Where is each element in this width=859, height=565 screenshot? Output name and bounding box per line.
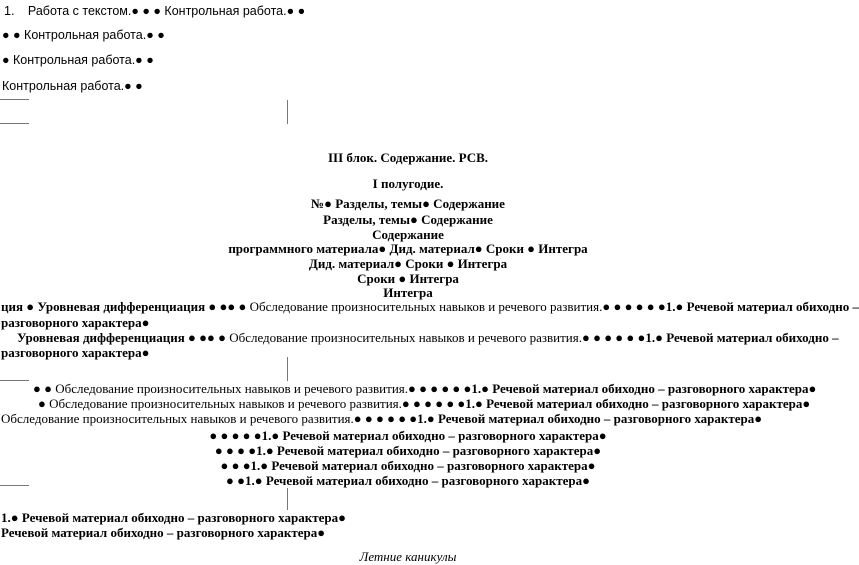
table-header-line-1: №● Разделы, темы● Содержание — [311, 196, 505, 211]
separator-line — [0, 380, 29, 381]
content-row: ● ● ● ● ●1.● Речевой материал обиходно – разговорного характера● — [209, 428, 607, 443]
content-row: Обследование произносительных навыков и речевого развития.● ● ● ● ● ●1.● Речевой материал обиходно – разговорного характера● — [1, 411, 763, 426]
content-row: разговорного характера● — [1, 345, 150, 360]
content-row: ● ●1.● Речевой материал обиходно – разговорного характера● — [226, 473, 590, 488]
table-header-line-2: Разделы, темы● Содержание — [323, 212, 493, 227]
table-header-line-3: Содержание — [372, 227, 444, 242]
separator-line — [0, 485, 29, 486]
content-row: ция ● Уровневая дифференциация ● ●● ● Обследование произносительных навыков и речевого развития.● ● ● ● ● ●1.● Речевой материал обиходно – — [1, 299, 859, 314]
content-row: Речевой материал обиходно – разговорного характера● — [1, 525, 326, 540]
content-row: ● ● ● ●1.● Речевой материал обиходно – разговорного характера● — [214, 443, 602, 458]
content-row: ● Обследование произносительных навыков и речевого развития.● ● ● ● ● ●1.● Речевой материал обиходно – разговорного характера● — [38, 396, 811, 411]
content-row: Уровневая дифференциация ● ●● ● Обследование произносительных навыков и речевого развития.● ● ● ● ● ●1.● Речевой материал обиходно – — [17, 330, 839, 345]
separator-line — [0, 99, 29, 100]
list-item-text: Работа с текстом.● ● ● Контрольная работа.● ● — [27, 4, 306, 18]
block-title: III блок. Содержание. РСВ. — [327, 150, 489, 165]
vertical-divider — [287, 488, 288, 510]
content-row: ● ● Обследование произносительных навыков и речевого развития.● ● ● ● ● ●1.● Речевой материал обиходно – разговорного характера● — [33, 381, 817, 396]
vertical-divider — [287, 100, 288, 124]
table-header-line-5: Дид. материал● Сроки ● Интегра — [308, 256, 508, 271]
content-row: разговорного характера● — [1, 315, 150, 330]
text-line-2: ● ● Контрольная работа.● ● — [2, 28, 165, 42]
half-year-title: I полугодие. — [372, 176, 444, 191]
table-header-line-7: Интегра — [383, 285, 433, 300]
separator-line — [0, 123, 29, 124]
summer-holidays-label: Летние каникулы — [359, 549, 457, 564]
content-row: 1.● Речевой материал обиходно – разговорного характера● — [1, 510, 346, 525]
content-row: ● ● ●1.● Речевой материал обиходно – разговорного характера● — [220, 458, 596, 473]
list-number: 1. — [4, 4, 15, 18]
table-header-line-4: программного материала● Дид. материал● Сроки ● Интегра — [228, 241, 588, 256]
text-line-3: ● Контрольная работа.● ● — [2, 53, 154, 67]
vertical-divider — [287, 357, 288, 381]
list-item-1 — [4, 3, 305, 19]
text-line-4: Контрольная работа.● ● — [2, 79, 143, 93]
table-header-line-6: Сроки ● Интегра — [357, 271, 459, 286]
